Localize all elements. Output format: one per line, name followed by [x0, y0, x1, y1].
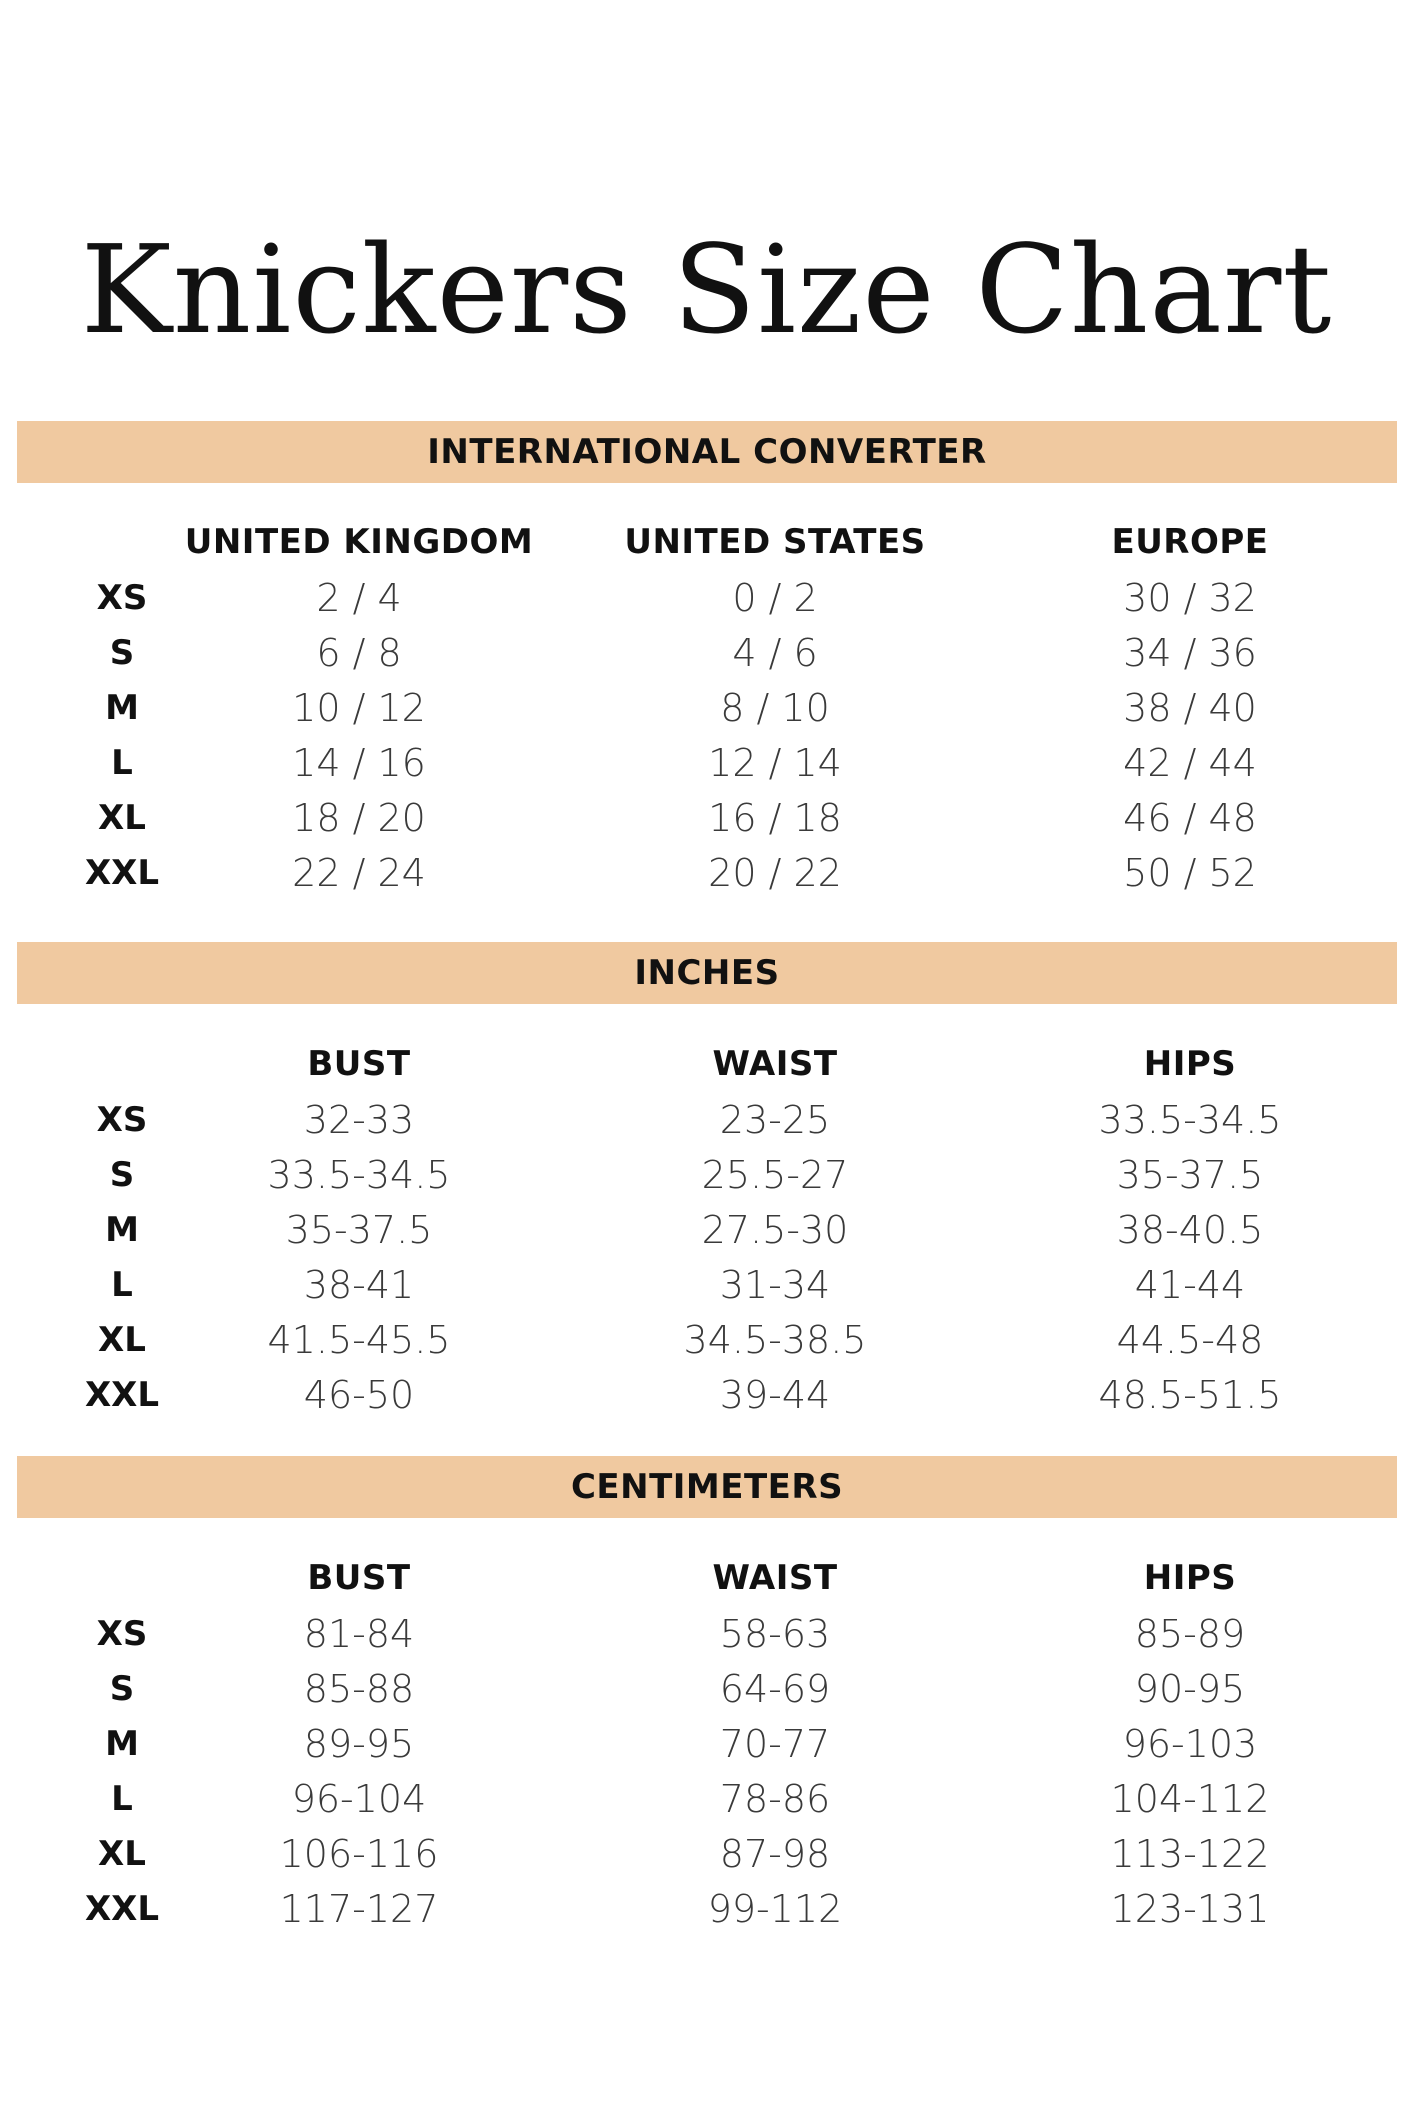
- table-cell: 87-98: [719, 1832, 831, 1876]
- column-header: BUST: [307, 1044, 411, 1084]
- table-cell: 58-63: [719, 1612, 831, 1656]
- section-heading: INCHES: [17, 942, 1397, 1004]
- table-cell: 8 / 10: [720, 686, 830, 730]
- table-row: [0, 626, 1413, 681]
- table-row: [0, 736, 1413, 791]
- column-header: EUROPE: [1111, 522, 1269, 562]
- table-row: [0, 1148, 1413, 1203]
- size-label: XXL: [84, 1889, 160, 1929]
- table-cell: 78-86: [719, 1777, 831, 1821]
- table-row: [0, 571, 1413, 626]
- table-row: [0, 1882, 1413, 1937]
- table-row: [0, 1093, 1413, 1148]
- table-cell: 33.5-34.5: [1098, 1098, 1282, 1142]
- table-row: [0, 1258, 1413, 1313]
- table-cell: 46-50: [303, 1373, 415, 1417]
- table-cell: 31-34: [719, 1263, 831, 1307]
- table-cell: 41-44: [1134, 1263, 1246, 1307]
- size-label: L: [111, 1265, 133, 1305]
- table-cell: 113-122: [1110, 1832, 1270, 1876]
- page-title: Knickers Size Chart: [80, 219, 1333, 361]
- table-cell: 2 / 4: [316, 576, 402, 620]
- table-cell: 12 / 14: [708, 741, 842, 785]
- table-cell: 22 / 24: [292, 851, 426, 895]
- table-cell: 39-44: [719, 1373, 831, 1417]
- table-row: [0, 1313, 1413, 1368]
- column-header: WAIST: [712, 1558, 838, 1598]
- table-cell: 70-77: [719, 1722, 831, 1766]
- table-cell: 32-33: [303, 1098, 415, 1142]
- table-cell: 81-84: [303, 1612, 415, 1656]
- column-header: HIPS: [1143, 1558, 1237, 1598]
- column-header: UNITED STATES: [624, 522, 926, 562]
- table-cell: 38-41: [303, 1263, 415, 1307]
- table-cell: 42 / 44: [1123, 741, 1257, 785]
- table-cell: 4 / 6: [732, 631, 818, 675]
- table-cell: 85-89: [1134, 1612, 1246, 1656]
- table-cell: 34.5-38.5: [683, 1318, 867, 1362]
- table-row: [0, 1368, 1413, 1423]
- table-cell: 104-112: [1110, 1777, 1270, 1821]
- table-cell: 89-95: [303, 1722, 415, 1766]
- table-cell: 117-127: [279, 1887, 439, 1931]
- size-label: M: [105, 1724, 139, 1764]
- size-label: XS: [96, 578, 148, 618]
- size-label: XXL: [84, 1375, 160, 1415]
- table-cell: 38 / 40: [1123, 686, 1257, 730]
- table-row: [0, 681, 1413, 736]
- table-cell: 90-95: [1134, 1667, 1246, 1711]
- table-row: [0, 1607, 1413, 1662]
- table-row: [0, 1662, 1413, 1717]
- table-cell: 35-37.5: [1116, 1153, 1264, 1197]
- size-label: L: [111, 1779, 133, 1819]
- size-label: S: [109, 1155, 135, 1195]
- table-row: [0, 791, 1413, 846]
- table-cell: 6 / 8: [316, 631, 402, 675]
- table-cell: 50 / 52: [1123, 851, 1257, 895]
- table-cell: 44.5-48: [1116, 1318, 1264, 1362]
- table-cell: 96-104: [291, 1777, 427, 1821]
- table-cell: 64-69: [719, 1667, 831, 1711]
- column-header: HIPS: [1143, 1044, 1237, 1084]
- size-label: S: [109, 633, 135, 673]
- table-cell: 41.5-45.5: [267, 1318, 451, 1362]
- table-cell: 48.5-51.5: [1098, 1373, 1282, 1417]
- size-label: M: [105, 1210, 139, 1250]
- table-cell: 96-103: [1122, 1722, 1258, 1766]
- table-cell: 18 / 20: [292, 796, 426, 840]
- table-cell: 20 / 22: [708, 851, 842, 895]
- table-cell: 16 / 18: [708, 796, 842, 840]
- column-header: BUST: [307, 1558, 411, 1598]
- table-cell: 35-37.5: [285, 1208, 433, 1252]
- size-label: XS: [96, 1614, 148, 1654]
- table-row: [0, 1203, 1413, 1258]
- table-row: [0, 846, 1413, 901]
- column-header: UNITED KINGDOM: [184, 522, 534, 562]
- table-row: [0, 1827, 1413, 1882]
- size-label: XL: [98, 798, 146, 838]
- table-row: [0, 1772, 1413, 1827]
- size-label: XL: [98, 1320, 146, 1360]
- table-cell: 0 / 2: [732, 576, 818, 620]
- table-cell: 14 / 16: [292, 741, 426, 785]
- table-cell: 34 / 36: [1123, 631, 1257, 675]
- table-cell: 99-112: [707, 1887, 843, 1931]
- size-label: M: [105, 688, 139, 728]
- table-cell: 38-40.5: [1116, 1208, 1264, 1252]
- table-cell: 23-25: [719, 1098, 831, 1142]
- table-cell: 30 / 32: [1123, 576, 1257, 620]
- table-row: [0, 1717, 1413, 1772]
- table-cell: 25.5-27: [701, 1153, 849, 1197]
- column-header: WAIST: [712, 1044, 838, 1084]
- section-heading: INTERNATIONAL CONVERTER: [17, 421, 1397, 483]
- section-heading: CENTIMETERS: [17, 1456, 1397, 1518]
- table-cell: 123-131: [1110, 1887, 1270, 1931]
- table-cell: 85-88: [303, 1667, 415, 1711]
- size-label: XL: [98, 1834, 146, 1874]
- table-cell: 106-116: [279, 1832, 439, 1876]
- size-label: L: [111, 743, 133, 783]
- table-cell: 10 / 12: [292, 686, 426, 730]
- table-cell: 27.5-30: [701, 1208, 849, 1252]
- table-cell: 33.5-34.5: [267, 1153, 451, 1197]
- size-label: S: [109, 1669, 135, 1709]
- table-cell: 46 / 48: [1123, 796, 1257, 840]
- size-label: XS: [96, 1100, 148, 1140]
- size-label: XXL: [84, 853, 160, 893]
